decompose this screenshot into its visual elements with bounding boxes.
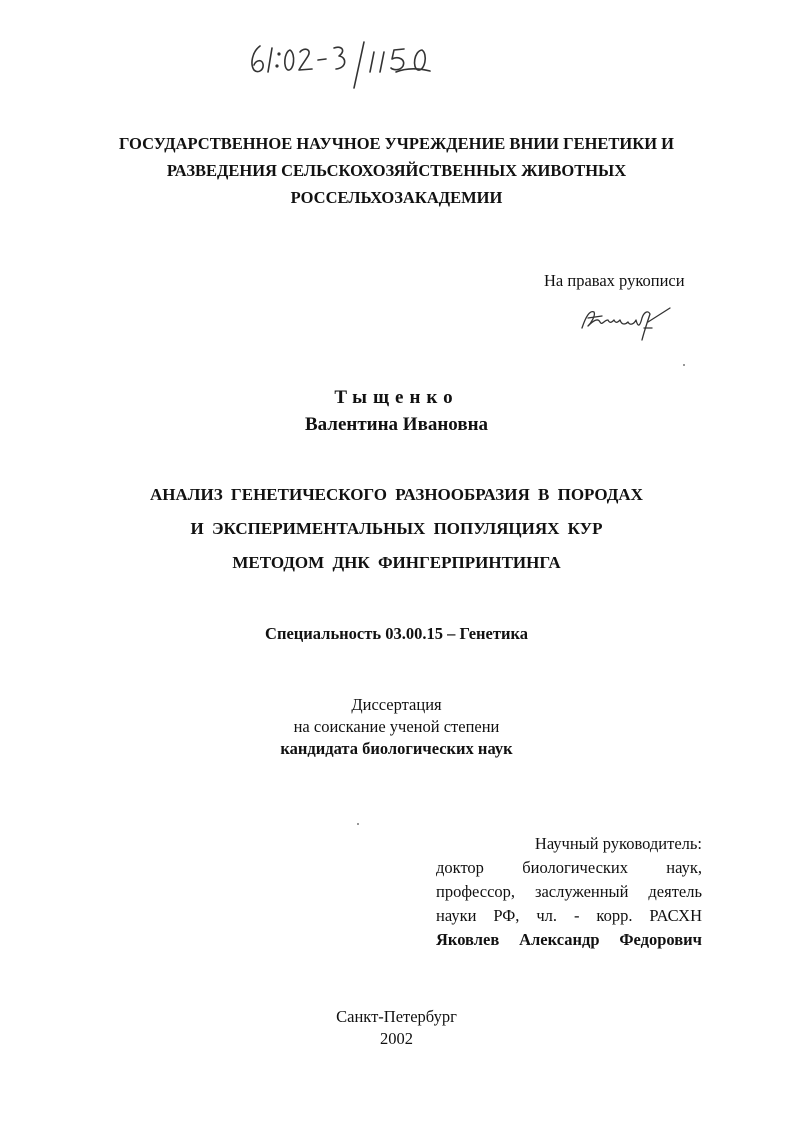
supervisor-line-1: доктор биологических наук,	[436, 858, 702, 877]
manuscript-rights-note: На правах рукописи	[544, 271, 685, 290]
degree-line-2: на соискание ученой степени	[293, 717, 500, 736]
degree-line-1: Диссертация	[351, 695, 442, 714]
thesis-title-line-2: И ЭКСПЕРИМЕНТАЛЬНЫХ ПОПУЛЯЦИЯХ КУР	[190, 519, 603, 538]
supervisor-name: Яковлев Александр Федорович	[436, 930, 702, 949]
author-name	[0, 384, 793, 438]
thesis-title	[0, 478, 793, 580]
speciality: Специальность 03.00.15 – Генетика	[265, 624, 528, 643]
author-given-names: Валентина Ивановна	[304, 414, 489, 435]
handwritten-archive-code	[246, 38, 486, 98]
degree-line-3: кандидата биологических наук	[280, 739, 513, 758]
supervisor-line-3: науки РФ, чл. - корр. РАСХН	[436, 906, 702, 925]
institution-name	[0, 130, 793, 211]
author-surname: Тыщенко	[334, 387, 459, 408]
thesis-title-line-3: МЕТОДОМ ДНК ФИНГЕРПРИНТИНГА	[232, 553, 561, 572]
city: Санкт-Петербург	[336, 1007, 457, 1026]
supervisor-heading: Научный руководитель:	[534, 834, 702, 853]
degree-statement	[0, 694, 793, 760]
supervisor-block	[436, 832, 702, 952]
archive-code-handwriting	[246, 38, 486, 98]
place-and-year	[0, 1006, 793, 1050]
supervisor-line-2: профессор, заслуженный деятель	[436, 882, 702, 901]
scan-speck	[357, 823, 359, 825]
signature-scribble	[578, 298, 678, 344]
year: 2002	[380, 1029, 413, 1048]
thesis-title-line-1: АНАЛИЗ ГЕНЕТИЧЕСКОГО РАЗНООБРАЗИЯ В ПОРОДАХ	[150, 485, 643, 504]
author-signature	[578, 298, 678, 344]
institution-line-3: РОССЕЛЬХОЗАКАДЕМИИ	[290, 188, 503, 207]
institution-line-2: РАЗВЕДЕНИЯ СЕЛЬСКОХОЗЯЙСТВЕННЫХ ЖИВОТНЫХ	[166, 161, 627, 180]
institution-line-1: ГОСУДАРСТВЕННОЕ НАУЧНОЕ УЧРЕЖДЕНИЕ ВНИИ ГЕНЕТИКИ И	[118, 134, 675, 153]
scan-speck	[683, 364, 685, 366]
